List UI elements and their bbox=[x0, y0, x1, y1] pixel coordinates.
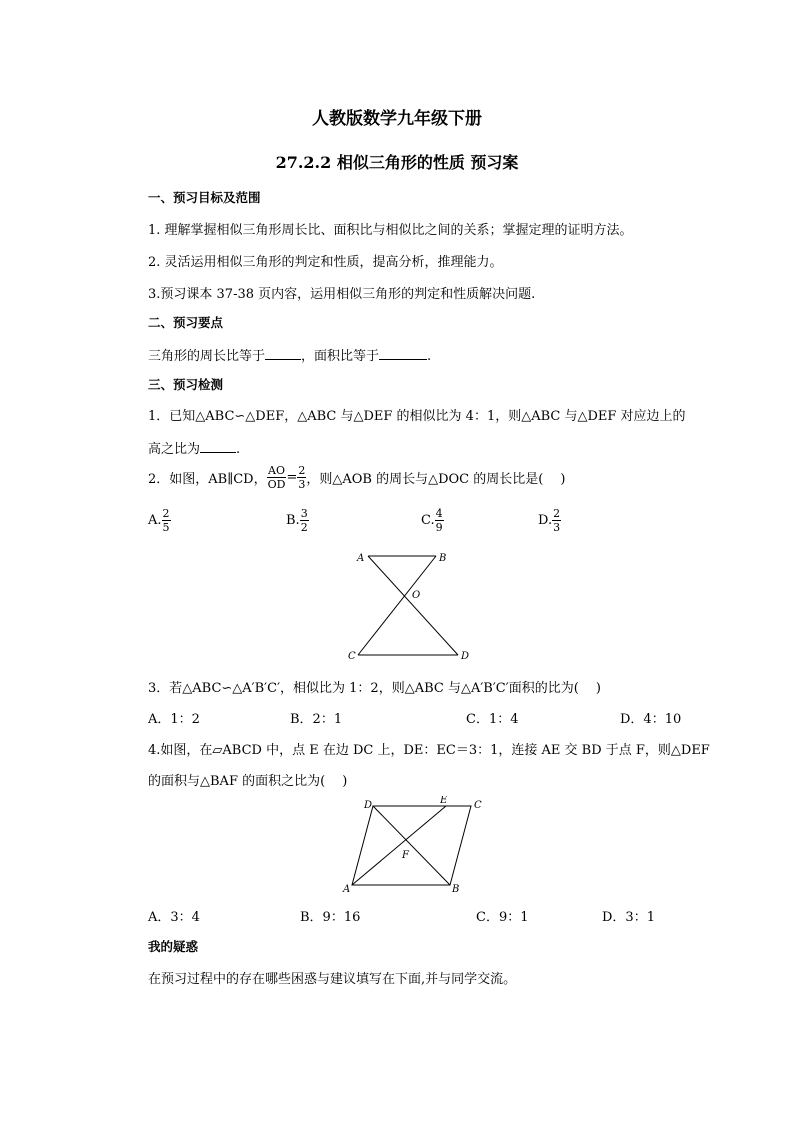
fraction-numerator: 2 bbox=[553, 507, 561, 520]
fraction-numerator: 2 bbox=[298, 464, 306, 477]
question-1-line-2 bbox=[148, 438, 240, 457]
question-1-end: . bbox=[236, 442, 241, 457]
question-2-option-d[interactable] bbox=[538, 507, 561, 534]
option-fraction bbox=[552, 507, 561, 534]
question-3-option-b[interactable]: B．2：1 bbox=[290, 712, 343, 727]
label-a: A bbox=[357, 553, 365, 564]
objective-item-1: 1. 理解掌握相似三角形周长比、面积比与相似比之间的关系；掌握定理的证明方法。 bbox=[148, 223, 633, 238]
key-points-line bbox=[148, 345, 431, 364]
question-2-suffix: ，则△AOB 的周长与△DOC 的周长比是( ) bbox=[306, 472, 566, 487]
question-2-option-c[interactable] bbox=[421, 507, 444, 534]
height-ratio-blank[interactable] bbox=[200, 440, 236, 453]
section-2-heading: 二、预习要点 bbox=[148, 315, 224, 330]
option-label: A. bbox=[148, 513, 162, 528]
perimeter-ratio-blank[interactable] bbox=[265, 347, 301, 360]
option-label: B. bbox=[286, 513, 300, 528]
label-b: B bbox=[452, 884, 460, 895]
label-e: E bbox=[440, 796, 448, 806]
label-b: B bbox=[439, 553, 447, 564]
question-4-option-c[interactable]: C．9：1 bbox=[476, 910, 529, 925]
question-3-stem: 3．若△ABC∽△A′B′C′，相似比为 1：2，则△ABC 与△A′B′C′面积的比为( ) bbox=[148, 681, 601, 696]
fraction-denominator: 3 bbox=[553, 521, 561, 534]
document-title: 人教版数学九年级下册 bbox=[312, 109, 482, 129]
segment-ae bbox=[352, 806, 446, 885]
label-f: F bbox=[402, 850, 409, 861]
question-2-option-b[interactable] bbox=[286, 507, 309, 534]
section-1-heading: 一、预习目标及范围 bbox=[148, 190, 261, 205]
label-d: D bbox=[461, 651, 470, 662]
key-points-text-a: 三角形的周长比等于 bbox=[148, 349, 266, 364]
hourglass-figure bbox=[340, 548, 480, 666]
option-label: D. bbox=[538, 513, 553, 528]
label-a: A bbox=[343, 884, 351, 895]
question-2-prefix: 2．如图，AB∥CD， bbox=[148, 472, 267, 487]
option-label: C. bbox=[421, 513, 435, 528]
ratio-value bbox=[297, 464, 306, 491]
area-ratio-blank[interactable] bbox=[379, 347, 427, 360]
label-o: O bbox=[412, 590, 421, 601]
question-3-option-d[interactable]: D．4：10 bbox=[620, 712, 682, 727]
equals-sign: = bbox=[286, 470, 298, 485]
question-2-stem bbox=[148, 464, 566, 491]
label-c: C bbox=[348, 651, 356, 662]
diagonal-bd bbox=[373, 806, 450, 885]
objective-item-2: 2. 灵活运用相似三角形的判定和性质，提高分析，推理能力。 bbox=[148, 255, 503, 270]
question-3-option-a[interactable]: A．1：2 bbox=[148, 712, 200, 727]
question-2-option-a[interactable] bbox=[148, 507, 171, 534]
fraction-denominator: OD bbox=[267, 478, 286, 491]
doubts-text: 在预习过程中的存在哪些困惑与建议填写在下面,并与同学交流。 bbox=[148, 972, 517, 987]
question-4-line-1: 4.如图，在▱ABCD 中，点 E 在边 DC 上，DE：EC＝3：1，连接 AE 交 BD 于点 F，则△DEF bbox=[148, 743, 710, 758]
objective-item-3: 3.预习课本 37-38 页内容，运用相似三角形的判定和性质解决问题. bbox=[148, 287, 536, 302]
fraction-numerator: 2 bbox=[162, 507, 170, 520]
question-4-option-d[interactable]: D．3：1 bbox=[602, 910, 655, 925]
ratio-ao-od bbox=[267, 464, 287, 491]
option-fraction bbox=[162, 507, 171, 534]
fraction-numerator: 4 bbox=[435, 507, 443, 520]
question-4-option-a[interactable]: A．3：4 bbox=[148, 910, 200, 925]
key-points-text-b: ，面积比等于 bbox=[301, 349, 380, 364]
question-4-option-b[interactable]: B．9：16 bbox=[300, 910, 361, 925]
fraction-numerator: 3 bbox=[300, 507, 308, 520]
fraction-denominator: 3 bbox=[298, 478, 306, 491]
option-fraction bbox=[435, 507, 444, 534]
label-c: C bbox=[474, 800, 482, 811]
document-subtitle: 27.2.2 相似三角形的性质 预习案 bbox=[275, 153, 519, 172]
label-d: D bbox=[364, 800, 373, 811]
question-1-text: 高之比为 bbox=[148, 442, 201, 457]
fraction-denominator: 9 bbox=[435, 521, 443, 534]
fraction-denominator: 2 bbox=[300, 521, 308, 534]
fraction-numerator: AO bbox=[268, 464, 285, 477]
fraction-denominator: 5 bbox=[162, 521, 170, 534]
doubts-heading: 我的疑惑 bbox=[148, 939, 199, 954]
option-fraction bbox=[300, 507, 309, 534]
parallelogram-figure bbox=[340, 796, 490, 896]
segment-bc bbox=[358, 556, 436, 655]
question-4-line-2: 的面积与△BAF 的面积之比为( ) bbox=[148, 774, 348, 789]
section-3-heading: 三、预习检测 bbox=[148, 377, 224, 392]
segment-ad bbox=[368, 556, 458, 655]
question-3-option-c[interactable]: C．1：4 bbox=[466, 712, 519, 727]
key-points-text-c: . bbox=[427, 349, 432, 364]
question-1-line-1: 1．已知△ABC∽△DEF，△ABC 与△DEF 的相似比为 4：1，则△ABC 与△DEF 对应边上的 bbox=[148, 409, 686, 424]
